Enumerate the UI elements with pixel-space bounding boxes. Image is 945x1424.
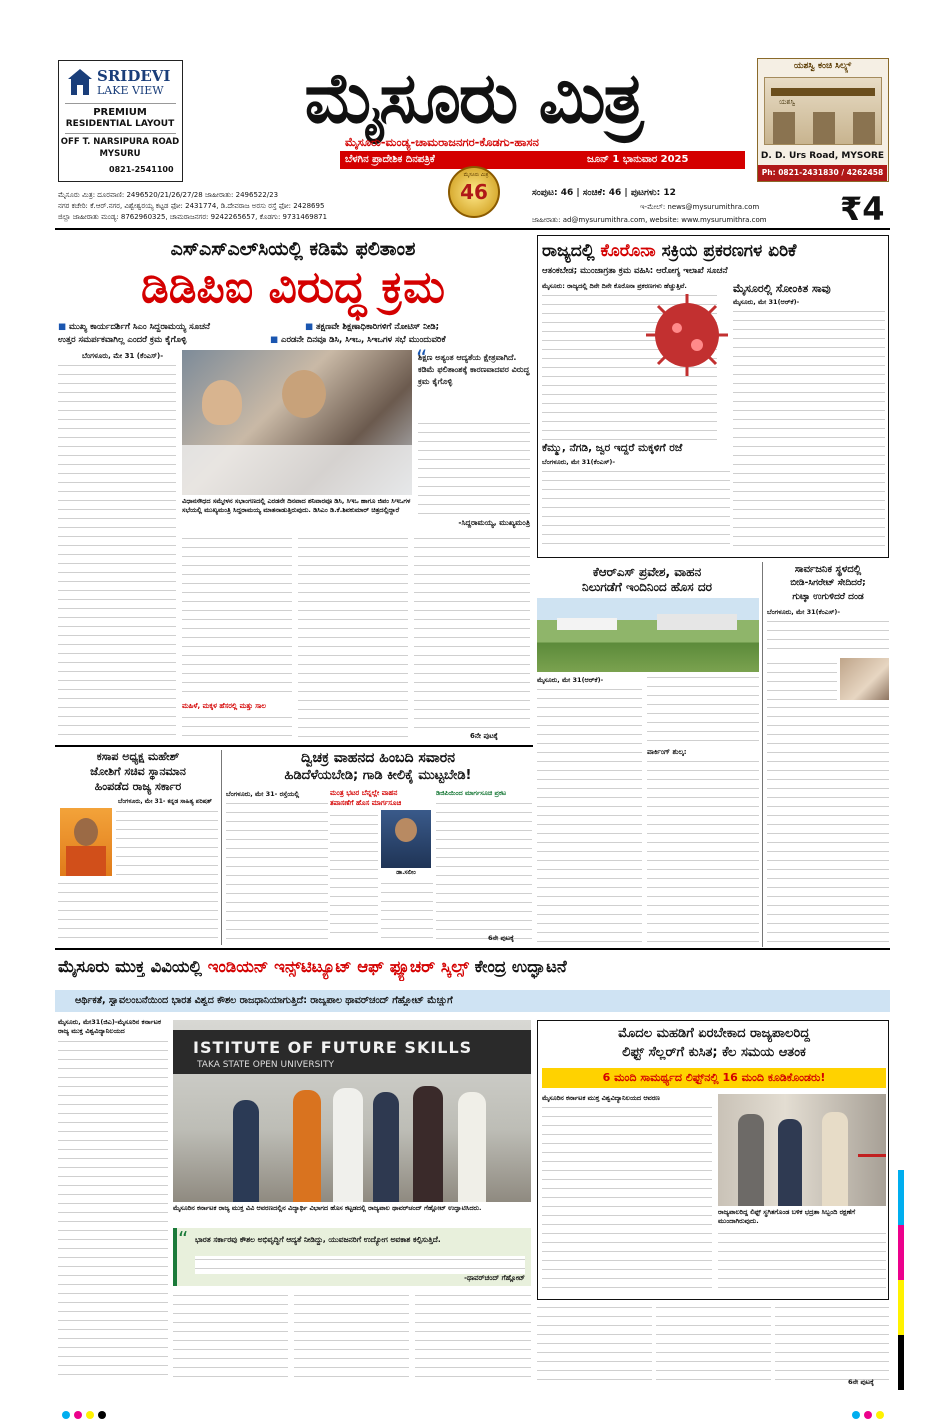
kasapa-body-2	[58, 880, 218, 942]
smoking-body-2	[767, 704, 889, 944]
masthead-phone1: ಮೈಸೂರು ಮಿತ್ರ: ದೂರವಾಣಿ: 2496520/21/26/27/28 ಜಾಹೀರಾತು: 2496522/23	[58, 191, 279, 199]
masthead-phone2: ನಗರ ಕಚೇರಿ: ಕೆ.ಆರ್.ನಗರ, ವಿಶ್ವೇಶ್ವರಯ್ಯ ಕಟ್ಟಡ ಫೋ: 2431774, ಡಿ.ದೇವರಾಜ ಅರಸು ರಸ್ತೆ ಫೋ: 2428695	[58, 202, 325, 210]
university-quote-body	[195, 1256, 525, 1274]
smoking-dateline: ಬೆಂಗಳೂರು, ಮೇ 31(ಕೆಂಎಸ್)-	[767, 608, 841, 616]
krs-headline2: ನಿಲುಗಡೆಗೆ ಇಂದಿನಿಂದ ಹೊಸ ದರ	[582, 580, 712, 594]
ddpi-more[interactable]: 6ನೇ ಪುಟಕ್ಕೆ	[470, 732, 498, 740]
university-headline	[58, 953, 890, 981]
university-body-2	[173, 1292, 288, 1384]
ad-phone: 0821-2541100	[109, 165, 174, 174]
university-photo	[173, 1020, 531, 1202]
storefront-image	[764, 77, 882, 145]
smoking-headline1: ಸಾರ್ವಜನಿಕ ಸ್ಥಳದಲ್ಲಿ	[794, 564, 862, 575]
registration-marks	[62, 1404, 122, 1412]
ad-yashasvi-address: D. D. Urs Road, MYSORE	[760, 151, 885, 161]
vehicle-headline1: ದ್ವಿಚಕ್ರ ವಾಹನದ ಹಿಂಬದಿ ಸವಾರನ	[301, 750, 455, 766]
ddpi-body-col3	[298, 535, 408, 740]
university-sub: ಆರ್ಥಿಕತೆ, ಸ್ವಾವಲಂಬನೆಯಿಂದ ಭಾರತ ವಿಶ್ವದ ಕೌಶಲ ರಾಜಧಾನಿಯಾಗುತ್ತಿದೆ: ರಾಜ್ಯಪಾಲ ಥಾವರ್‌ಚಂದ್ ಗೆಹ್ಲೋಟ್ ಮೆಚ್ಚುಗೆ	[75, 995, 453, 1006]
university-quote: ಭಾರತ ಸರ್ಕಾರವು ಕೌಶಲ ಅಭಿವೃದ್ಧಿಗೆ ಆದ್ಯತೆ ನೀಡಿದ್ದು, ಯುವಜನರಿಗೆ ಉದ್ಯೋಗ ಅವಕಾಶ ಕಲ್ಪಿಸುತ್ತಿದೆ.	[195, 1235, 441, 1244]
masthead-phone3: ಜಿಲ್ಲಾ ಜಾಹೀರಾತು ಮಂಡ್ಯ: 8762960325, ಚಾಮರಾಜನಗರ: 9242265657, ಕೊಡಗು: 9731469871	[58, 213, 328, 221]
ddpi-body-col1	[58, 362, 176, 742]
ad-tag1: PREMIUM	[93, 107, 147, 118]
vehicle-sub1: ಮಂತ್ರ ಭಟರ ಬೆನ್ನಲ್ಲೇ ವಾಹನ	[330, 789, 398, 797]
university-body-4	[415, 1292, 531, 1384]
masthead-title: ಮೈಸೂರು ಮಿತ್ರ	[304, 57, 642, 139]
corona-headline-post: ಸಕ್ರಿಯ ಪ್ರಕರಣಗಳ ಏರಿಕೆ	[655, 241, 797, 261]
smoking-headline2: ಬೀಡಿ-ಸಿಗರೇಟ್ ಸೇದಿದರೆ;	[790, 578, 866, 588]
masthead-email: ಇ-ಮೇಲ್: news@mysurumithra.com	[640, 203, 760, 211]
vehicle-more[interactable]: 6ನೇ ಪುಟಕ್ಕೆ	[488, 934, 514, 942]
lift-dateline: ಮೈಸೂರಿನ ಕರ್ನಾಟಕ ಮುಕ್ತ ವಿಶ್ವವಿದ್ಯಾನಿಲಯದ ಆವರಣ	[542, 1094, 660, 1102]
masthead-volume: ಸಂಪುಟ: 46 | ಸಂಚಿಕೆ: 46 | ಪುಟಗಳು: 12	[532, 188, 676, 198]
kasapa-headline3: ಹಿಂಪಡೆದ ರಾಜ್ಯ ಸರ್ಕಾರ	[94, 780, 182, 793]
university-caption: ಮೈಸೂರಿನ ಕರ್ನಾಟಕ ರಾಜ್ಯ ಮುಕ್ತ ವಿವಿ ಆವರಣದಲ್ಲಿನ ವಿದ್ಯಾರ್ಥಿ ವಿಭಾಗದ ಹೊಸ ಕಟ್ಟಡದಲ್ಲಿ ರಾಜ್ಯಪಾಲ ಥಾವರ್‌ಚಂದ್ ಗೆಹ್ಲೋಟ್ ಉದ್ಘಾಟಿಸಿದರು.	[173, 1204, 482, 1212]
masthead-tagline: ಬೆಳಗಿನ ಪ್ರಾದೇಶಿಕ ದಿನಪತ್ರಿಕೆ	[345, 154, 435, 165]
corona-box-head: ಕೆಮ್ಮು, ನೆಗಡಿ, ಜ್ವರ ಇದ್ದರೆ ಮಕ್ಕಳಿಗೆ ರಜೆ	[542, 442, 683, 454]
university-headline-hl: ಇಂಡಿಯನ್ ಇನ್ಸ್‌ಟಿಟ್ಯೂಟ್ ಆಫ್ ಫ್ಯೂಚರ್ ಸ್ಕಿಲ್ಸ್	[207, 957, 469, 976]
ddpi-note: ಮಹಿಳೆ, ಮಕ್ಕಳ ಹೆಸರಲ್ಲಿ ಮತ್ತು ಸಾಲ	[182, 702, 266, 710]
virus-icon	[642, 290, 732, 380]
ddpi-body-col4	[414, 535, 530, 730]
anniversary-number: 46	[460, 180, 488, 204]
corona-dateline: ಮೈಸೂರು: ರಾಜ್ಯದಲ್ಲಿ ದಿನೇ ದಿನೇ ಕೊರೊನಾ ಪ್ರಕರಣಗಳು ಹೆಚ್ಚುತ್ತಿವೆ.	[542, 282, 687, 290]
ddpi-quote-by: -ಸಿದ್ದರಾಮಯ್ಯ, ಮುಖ್ಯಮಂತ್ರಿ	[458, 518, 530, 527]
university-sign-text: ISTITUTE OF FUTURE SKILLS	[193, 1038, 473, 1057]
kasapa-portrait	[60, 808, 112, 876]
ddpi-body-col2	[182, 535, 292, 700]
ddpi-photo	[182, 350, 412, 495]
ad-road: OFF T. NARSIPURA ROAD	[60, 137, 180, 147]
ddpi-note-body	[182, 714, 292, 742]
corona-headline-pre: ರಾಜ್ಯದಲ್ಲಿ	[542, 241, 601, 261]
corona-box-body	[542, 468, 730, 552]
krs-body-col1	[537, 686, 642, 944]
anniversary-badge	[448, 166, 500, 218]
krs-photo	[537, 598, 759, 672]
corona-side-body	[733, 308, 885, 548]
krs-body-col3	[647, 758, 759, 944]
vehicle-body-3	[381, 880, 433, 940]
university-body-3	[294, 1292, 409, 1384]
ddpi-dateline: ಬೆಂಗಳೂರು, ಮೇ 31 (ಕೆಂಎಸ್)-	[82, 352, 164, 360]
ddpi-caption: ವಿಧಾನಸೌಧದ ಸಮ್ಮೇಳನ ಸಭಾಂಗಣದಲ್ಲಿ ಎರಡನೇ ದಿನವಾದ ಶನಿವಾರವೂ ಡಿಸಿ, ಸಿಇಒ ಹಾಗೂ ಜಿಪಂ ಸಿಇಒಗಳ ಸಭೆಯಲ್ಲಿ ಮುಖ್ಯಮಂತ್ರಿ ಸಿದ್ದರಾಮಯ್ಯ ಮಾತನಾಡುತ್ತಿರುವುದು. ಡಿಸಿಎಂ ಡಿ.ಕೆ.ಶಿವಕುಮಾರ್ ಚಿತ್ರದಲ್ಲಿದ್ದಾರೆ	[182, 497, 411, 514]
vehicle-headline2: ಹಿಡಿದೆಳೆಯಬೇಡಿ; ಗಾಡಿ ಕೀಲಿಕೈ ಮುಟ್ಟಬೇಡಿ!	[284, 768, 472, 783]
shop-sign: ಯಶಸ್ವಿ	[779, 98, 796, 106]
ad-brand-line1: SRIDEVI	[97, 67, 171, 85]
lift-photo	[718, 1094, 886, 1206]
ddpi-kicker: ಎಸ್‌ಎಸ್‌ಎಲ್‌ಸಿಯಲ್ಲಿ ಕಡಿಮೆ ಫಲಿತಾಂಶ	[170, 238, 416, 260]
lift-caption: ರಾಜ್ಯಪಾಲರಿದ್ದ ಲಿಫ್ಟ್ ಸ್ಥಗಿತಗೊಂಡ ಬಳಿಕ ಭದ್ರತಾ ಸಿಬ್ಬಂದಿ ರಕ್ಷಣೆಗೆ ಮುಂದಾಗಿರುವುದು.	[718, 1208, 856, 1225]
lift-more[interactable]: 6ನೇ ಪುಟಕ್ಕೆ	[848, 1378, 874, 1386]
vehicle-body-1	[226, 800, 328, 940]
university-dateline: ಮೈಸೂರು, ಮೇ31(ಜಿಎ)-ಮೈಸೂರಿನ ಕರ್ನಾಟಕ ರಾಜ್ಯ ಮುಕ್ತ ವಿಶ್ವವಿದ್ಯಾನಿಲಯದ	[58, 1018, 161, 1035]
ad-city: MYSURU	[99, 149, 141, 159]
lift-body-2	[718, 1230, 886, 1292]
vehicle-body-2	[330, 812, 378, 940]
price: ₹4	[840, 190, 885, 228]
smoking-body-top	[767, 618, 889, 656]
ad-yashasvi-phone: Ph: 0821-2431830 / 4262458	[761, 168, 884, 177]
lift-headline1: ಮೊದಲ ಮಹಡಿಗೆ ಏರಬೇಕಾದ ರಾಜ್ಯಪಾಲರಿದ್ದ	[618, 1026, 810, 1041]
ad-yashasvi[interactable]	[757, 58, 889, 182]
house-logo-icon	[67, 67, 93, 97]
university-sign-sub: TAKA STATE OPEN UNIVERSITY	[197, 1060, 334, 1070]
krs-dateline: ಮೈಸೂರು, ಮೇ 31(ಆರ್‌ಕೆ)-	[537, 676, 604, 684]
lift-headline2: ಲಿಫ್ಟ್ ಸೆಲ್ಲರ್‌ಗೆ ಕುಸಿತ; ಕೆಲ ಸಮಯ ಆತಂಕ	[622, 1045, 806, 1060]
quote-mark-icon-2: “	[178, 1227, 189, 1251]
university-headline-post: ಕೇಂದ್ರ ಉದ್ಘಾಟನೆ	[468, 957, 567, 976]
side-color-bar	[898, 1170, 904, 1390]
lift-headline3: 6 ಮಂದಿ ಸಾಮರ್ಥ್ಯದ ಲಿಫ್ಟ್‌ನಲ್ಲಿ 16 ಮಂದಿ ಕೂಡಿಕೊಂಡರು!	[602, 1071, 826, 1084]
registration-marks-right	[852, 1404, 912, 1412]
ddpi-sub3: ಉತ್ತರ ಸಮರ್ಪಕವಾಗಿಲ್ಲ ಎಂದರೆ ಕ್ರಮ ಕೈಗೊಳ್ಳಿ	[58, 335, 187, 345]
corona-box-dateline: ಬೆಂಗಳೂರು, ಮೇ 31(ಕೆಂಎಸ್)-	[542, 458, 616, 466]
masthead-ad-email: ಜಾಹೀರಾತು: ad@mysurumithra.com, website: www.mysurumithra.com	[532, 216, 767, 224]
krs-body-col2	[647, 674, 759, 744]
ad-tag2: RESIDENTIAL LAYOUT	[65, 119, 175, 129]
dgp-label: ಡಾ.ಸಲೀಂ	[396, 869, 416, 876]
quote-mark-icon: “	[416, 347, 428, 372]
lift-body-1	[542, 1104, 712, 1292]
corona-headline-hl: ಕೊರೊನಾ	[600, 241, 656, 261]
krs-headline1: ಕೆಆರ್‌ಎಸ್ ಪ್ರವೇಶ, ವಾಹನ	[592, 565, 702, 579]
corona-sub: ಆತಂಕಬೇಡ; ಮುಂಜಾಗ್ರತಾ ಕ್ರಮ ವಹಿಸಿ: ಆರೋಗ್ಯ ಇಲಾಖೆ ಸೂಚನೆ	[542, 266, 728, 276]
dgp-portrait	[381, 810, 431, 868]
krs-parking: ಪಾರ್ಕಿಂಗ್ ಶುಲ್ಕ:	[647, 748, 687, 756]
lift-body-4	[656, 1304, 771, 1384]
smoking-headline3: ಗುಟ್ಕಾ ಉಗುಳಿದರೆ ದಂಡ	[792, 592, 864, 602]
ddpi-quote-body	[418, 420, 530, 515]
vehicle-sub3: ಡಿಜಿಪಿಯಿಂದ ಮಾರ್ಗಸೂಚಿ ಪ್ರಕಟ	[436, 789, 507, 797]
ddpi-sub1: ■ ಮುಖ್ಯ ಕಾರ್ಯದರ್ಶಿಗೆ ಸಿಎಂ ಸಿದ್ದರಾಮಯ್ಯ ಸೂಚನೆ	[58, 322, 210, 332]
cigarette-photo	[840, 658, 889, 700]
vehicle-body-4	[436, 800, 532, 940]
kasapa-headline1: ಕಸಾಪ ಅಧ್ಯಕ್ಷ ಮಹೇಶ್	[96, 750, 180, 763]
kasapa-headline2: ಜೋಶಿಗೆ ಸಚಿವ ಸ್ಥಾನಮಾನ	[90, 765, 186, 778]
corona-headline	[542, 240, 887, 262]
masthead-districts: ಮೈಸೂರು-ಮಂಡ್ಯ-ಚಾಮರಾಜನಗರ-ಕೊಡಗು-ಹಾಸನ	[345, 135, 539, 149]
ddpi-headline: ಡಿಡಿಪಿಐ ವಿರುದ್ಧ ಕ್ರಮ	[141, 262, 445, 313]
ddpi-quote: ಶಿಕ್ಷಣ ಅತ್ಯಂತ ಆದ್ಯತೆಯ ಕ್ಷೇತ್ರವಾಗಿದೆ. ಕಡಿಮೆ ಫಲಿತಾಂಶಕ್ಕೆ ಕಾರಣವಾದವರ ವಿರುದ್ಧ ಕ್ರಮ ಕೈಗೊಳ್ಳಿ	[418, 353, 530, 386]
vehicle-dateline: ಬೆಂಗಳೂರು, ಮೇ 31- ರಸ್ತೆಯಲ್ಲಿ	[226, 790, 300, 798]
ad-yashasvi-brand: ಯಶಸ್ವಿ ಕಂಚಿ ಸಿಲ್ಕ್ಸ್	[793, 61, 852, 71]
masthead-date: ಜೂನ್ 1 ಭಾನುವಾರ 2025	[587, 154, 689, 165]
vehicle-sub2: ತಪಾಸಣೆಗೆ ಹೊಸ ಮಾರ್ಗಸೂಚಿ	[330, 799, 402, 807]
corona-side-head: ಮೈಸೂರಲ್ಲಿ ಸೋಂಕಿತ ಸಾವು	[733, 282, 831, 295]
university-body-1	[58, 1038, 168, 1383]
ddpi-sub4: ■ ಎರಡನೇ ದಿನವೂ ಡಿಸಿ, ಸಿಇಒ, ಸಿಇಒಗಳ ಸಭೆ ಮುಂದುವರಿಕೆ	[270, 335, 446, 345]
ddpi-sub2: ■ ತಕ್ಷಣವೇ ಶಿಕ್ಷಣಾಧಿಕಾರಿಗಳಿಗೆ ನೋಟಿಸ್ ನೀಡಿ;	[305, 322, 439, 332]
lift-body-5	[775, 1304, 889, 1384]
university-quote-by: -ಥಾವರ್‌ಚಂದ್ ಗೆಹ್ಲೋಟ್	[464, 1274, 525, 1282]
kasapa-body-1	[116, 808, 218, 878]
university-headline-pre: ಮೈಸೂರು ಮುಕ್ತ ವಿವಿಯಲ್ಲಿ	[58, 957, 208, 976]
ad-brand-line2: LAKE VIEW	[97, 84, 164, 97]
kasapa-dateline: ಬೆಂಗಳೂರು, ಮೇ 31- ಕನ್ನಡ ಸಾಹಿತ್ಯ ಪರಿಷತ್	[118, 798, 212, 805]
lift-body-3	[537, 1304, 652, 1384]
ad-sridevi[interactable]	[58, 60, 183, 182]
anniversary-label: ಮೈಸೂರು ಮಿತ್ರ	[463, 172, 489, 178]
corona-side-dateline: ಮೈಸೂರು, ಮೇ 31(ಆರ್‌ಕೆ)-	[733, 298, 800, 306]
smoking-body	[767, 660, 837, 700]
